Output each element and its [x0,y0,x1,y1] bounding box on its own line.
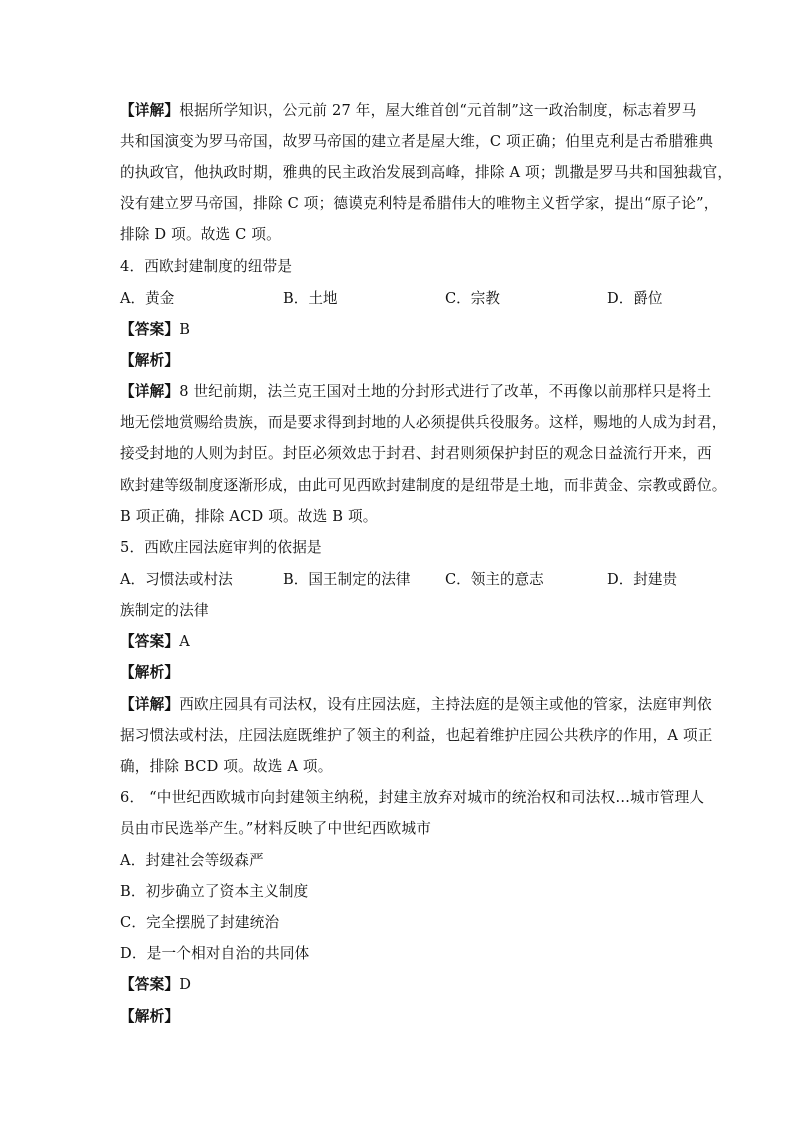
q5-detail-line-2: 据习惯法或村法，庄园法庭既维护了领主的利益，也起着维护庄园公共秩序的作用，A 项正 [120,727,713,744]
q4-option-c: C．宗教 [445,290,500,307]
q3-detail-line-5: 排除 D 项。故选 C 项。 [120,226,281,243]
q5-analysis-heading: 【解析】 [120,664,180,681]
q4-detail-line-5: B 项正确，排除 ACD 项。故选 B 项。 [120,508,378,525]
q6-answer: 【答案】D [120,976,192,993]
q5-detail-line-1: 【详解】西欧庄园具有司法权，设有庄园法庭，主持法庭的是领主或他的管家，法庭审判依 [120,696,712,713]
q4-option-b: B．土地 [283,290,338,307]
q5-option-b: B．国王制定的法律 [283,571,411,588]
q6-option-b: B．初步确立了资本主义制度 [120,883,309,900]
q4-detail-line-3: 接受封地的人则为封臣。封臣必须效忠于封君、封君则须保护封臣的观念日益流行开来，西 [120,445,712,462]
q4-detail-line-4: 欧封建等级制度逐渐形成，由此可见西欧封建制度的是纽带是土地，而非黄金、宗教或爵位。 [120,477,727,494]
q6-stem-line-2: 员由市民选举产生。”材料反映了中世纪西欧城市 [120,820,432,837]
q5-option-a: A．习惯法或村法 [120,571,233,588]
q4-analysis-heading: 【解析】 [120,352,180,369]
q6-stem-line-1: 6． “中世纪西欧城市向封建领主纳税，封建主放弃对城市的统治权和司法权…城市管理人 [120,789,705,806]
q4-answer: 【答案】B [120,321,191,338]
q4-stem: 4．西欧封建制度的纽带是 [120,258,293,275]
q4-option-a: A．黄金 [120,290,175,307]
q5-answer: 【答案】A [120,633,190,650]
q4-detail-line-2: 地无偿地赏赐给贵族，而是要求得到封地的人必须提供兵役服务。这样，赐地的人成为封君， [120,414,727,431]
q4-option-d: D．爵位 [607,290,663,307]
q6-option-a: A．封建社会等级森严 [120,852,264,869]
q6-option-c: C．完全摆脱了封建统治 [120,914,280,931]
q5-detail-line-3: 确，排除 BCD 项。故选 A 项。 [120,758,333,775]
q3-detail-line-4: 没有建立罗马帝国，排除 C 项；德谟克利特是希腊伟大的唯物主义哲学家，提出“原子论”， [120,195,719,212]
q5-option-d-continuation: 族制定的法律 [120,602,209,619]
q6-option-d: D．是一个相对自治的共同体 [120,945,310,962]
q6-analysis-heading: 【解析】 [120,1008,180,1025]
q5-option-c: C．领主的意志 [445,571,544,588]
q5-stem: 5．西欧庄园法庭审判的依据是 [120,539,322,556]
q3-detail-line-3: 的执政官，他执政时期，雅典的民主政治发展到高峰，排除 A 项；凯撒是罗马共和国独裁官， [120,164,733,181]
q4-detail-line-1: 【详解】8 世纪前期，法兰克王国对土地的分封形式进行了改革，不再像以前那样只是将土 [120,383,712,400]
q5-option-d: D．封建贵 [607,571,678,588]
q3-detail-line-1: 【详解】根据所学知识，公元前 27 年，屋大维首创“元首制”这一政治制度，标志着罗马 [120,102,697,119]
q3-detail-line-2: 共和国演变为罗马帝国，故罗马帝国的建立者是屋大维，C 项正确；伯里克利是古希腊雅典 [120,133,714,150]
detail-label: 【详解】 [120,102,180,119]
